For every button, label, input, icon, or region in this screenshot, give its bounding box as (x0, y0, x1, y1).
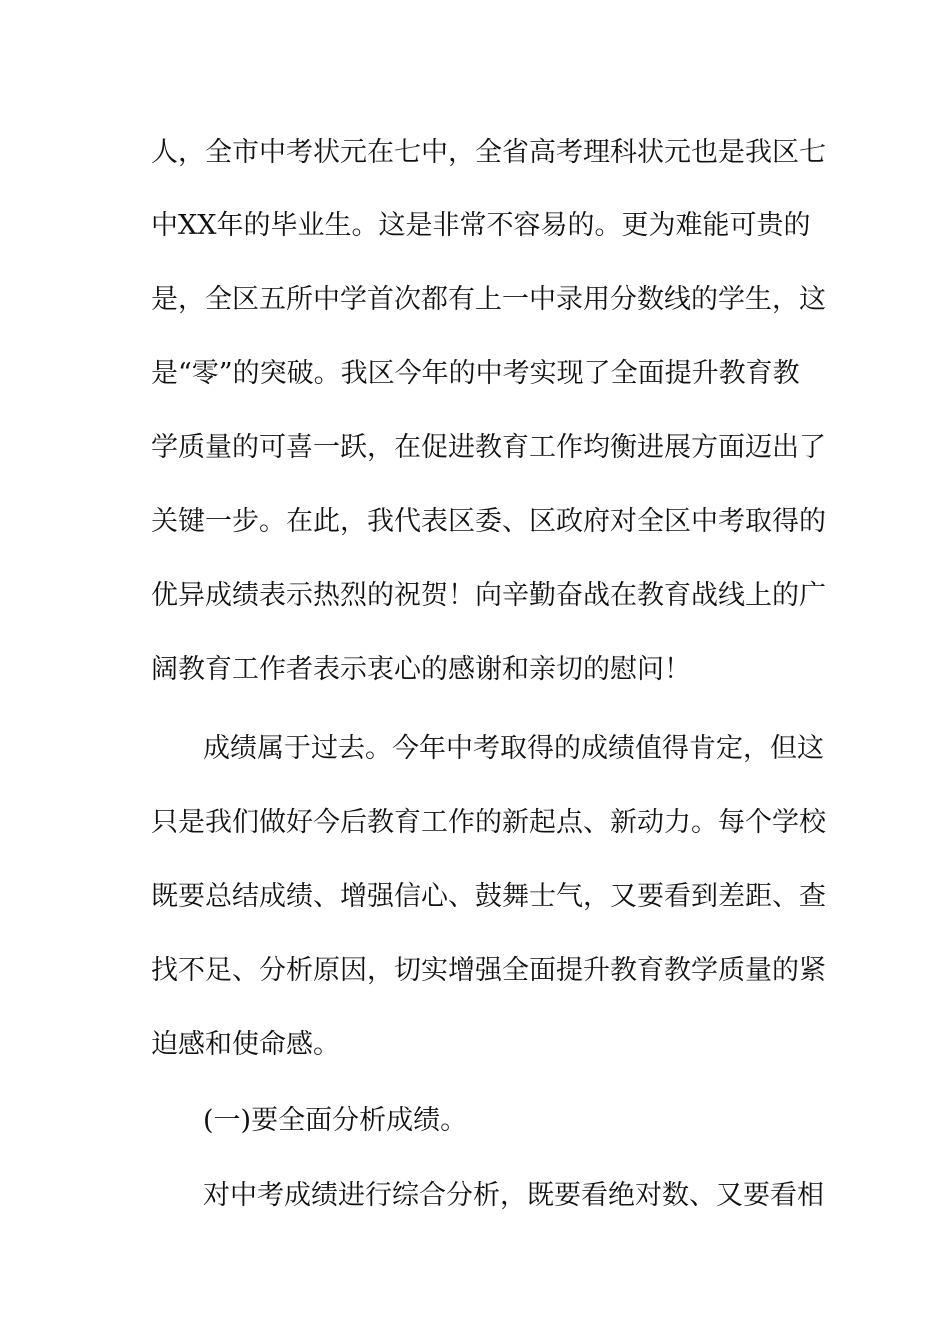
paragraph-2-line-5: 迫感和使命感。 (151, 1029, 340, 1060)
paragraph-1-line-8: 阔教育工作者表示衷心的感谢和亲切的慰问！ (151, 654, 691, 685)
paragraph-1-line-6: 关键一步。在此，我代表区委、区政府对全区中考取得的 (151, 506, 826, 537)
paragraph-1-line-5: 学质量的可喜一跃，在促进教育工作均衡进展方面迈出了 (151, 432, 826, 463)
paragraph-2-line-3: 既要总结成绩、增强信心、鼓舞士气，又要看到差距、查 (151, 881, 826, 912)
paragraph-2-line-1: 成绩属于过去。今年中考取得的成绩值得肯定，但这 (203, 733, 824, 764)
paragraph-1-line-3: 是，全区五所中学首次都有上一中录用分数线的学生，这 (151, 284, 826, 315)
paragraph-2-line-4: 找不足、分析原因，切实增强全面提升教育教学质量的紧 (151, 955, 826, 986)
paragraph-1-line-1: 人，全市中考状元在七中，全省高考理科状元也是我区七 (151, 137, 826, 168)
paragraph-2-line-2: 只是我们做好今后教育工作的新起点、新动力。每个学校 (151, 807, 826, 838)
section-heading: (一)要全面分析成绩。 (203, 1105, 468, 1136)
paragraph-1-line-4: 是“零”的突破。我区今年的中考实现了全面提升教育教 (151, 358, 800, 389)
paragraph-1-line-2: 中XX年的毕业生。这是非常不容易的。更为难能可贵的 (151, 210, 811, 241)
paragraph-3-line-1: 对中考成绩进行综合分析，既要看绝对数、又要看相 (203, 1180, 824, 1211)
paragraph-1-line-7: 优异成绩表示热烈的祝贺！向辛勤奋战在教育战线上的广 (151, 580, 826, 611)
